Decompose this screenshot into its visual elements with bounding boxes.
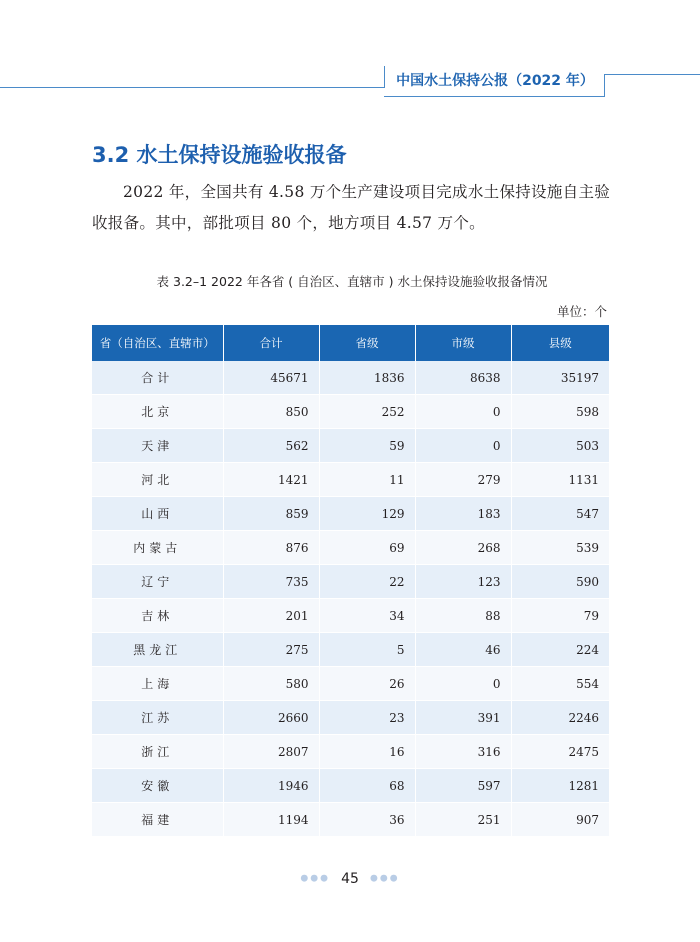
row-city: 88 [415, 599, 511, 633]
row-total: 876 [223, 531, 319, 565]
row-county: 1131 [511, 463, 609, 497]
header-total: 合计 [223, 325, 319, 361]
header-rule-vertical-right [604, 74, 605, 96]
row-county: 503 [511, 429, 609, 463]
row-provincial: 1836 [319, 361, 415, 395]
row-county: 539 [511, 531, 609, 565]
page-number: 45 [341, 870, 359, 887]
row-total: 275 [223, 633, 319, 667]
row-region: 江苏 [92, 701, 223, 735]
row-total: 735 [223, 565, 319, 599]
row-city: 0 [415, 429, 511, 463]
row-city: 0 [415, 667, 511, 701]
table-row [92, 463, 609, 497]
table-row [92, 531, 609, 565]
row-region: 吉林 [92, 599, 223, 633]
row-county: 590 [511, 565, 609, 599]
acceptance-filing-table [92, 325, 609, 837]
row-city: 279 [415, 463, 511, 497]
row-total: 1421 [223, 463, 319, 497]
footer-dots-left: ●●● [300, 873, 330, 884]
row-region: 安徽 [92, 769, 223, 803]
table-row [92, 565, 609, 599]
row-county: 598 [511, 395, 609, 429]
row-provincial: 11 [319, 463, 415, 497]
row-provincial: 34 [319, 599, 415, 633]
header-rule-right [604, 74, 700, 75]
header-rule-left [0, 87, 384, 88]
row-total: 580 [223, 667, 319, 701]
row-region: 河北 [92, 463, 223, 497]
row-city: 316 [415, 735, 511, 769]
row-total: 2660 [223, 701, 319, 735]
table-row [92, 599, 609, 633]
row-provincial: 16 [319, 735, 415, 769]
row-total: 2807 [223, 735, 319, 769]
row-city: 597 [415, 769, 511, 803]
row-city: 8638 [415, 361, 511, 395]
table-row [92, 735, 609, 769]
row-region: 天津 [92, 429, 223, 463]
row-region: 辽宁 [92, 565, 223, 599]
row-city: 46 [415, 633, 511, 667]
row-total: 201 [223, 599, 319, 633]
row-provincial: 5 [319, 633, 415, 667]
row-region: 合计 [92, 361, 223, 395]
row-provincial: 22 [319, 565, 415, 599]
footer-dots-right: ●●● [370, 873, 400, 884]
row-city: 251 [415, 803, 511, 837]
section-heading: 3.2 水土保持设施验收报备 [92, 143, 347, 167]
row-county: 547 [511, 497, 609, 531]
table-row [92, 769, 609, 803]
row-provincial: 129 [319, 497, 415, 531]
row-city: 391 [415, 701, 511, 735]
row-provincial: 26 [319, 667, 415, 701]
row-region: 山西 [92, 497, 223, 531]
row-county: 79 [511, 599, 609, 633]
row-city: 268 [415, 531, 511, 565]
row-county: 2246 [511, 701, 609, 735]
row-total: 1194 [223, 803, 319, 837]
header-rule-vertical-left [384, 66, 385, 88]
table-caption: 表 3.2–1 2022 年各省 ( 自治区、直辖市 ) 水土保持设施验收报备情况 [156, 274, 548, 289]
row-region: 上海 [92, 667, 223, 701]
row-county: 907 [511, 803, 609, 837]
row-region: 浙江 [92, 735, 223, 769]
row-provincial: 59 [319, 429, 415, 463]
table-unit: 单位：个 [556, 304, 607, 319]
header-provincial: 省级 [319, 325, 415, 361]
row-provincial: 23 [319, 701, 415, 735]
row-total: 1946 [223, 769, 319, 803]
header-rule-bottom [384, 96, 605, 97]
row-county: 224 [511, 633, 609, 667]
row-city: 123 [415, 565, 511, 599]
row-region: 内蒙古 [92, 531, 223, 565]
row-provincial: 68 [319, 769, 415, 803]
paragraph-line: 收报备。其中，部批项目 80 个，地方项目 4.57 万个。 [92, 214, 485, 232]
header-region: 省（自治区、直辖市） [92, 325, 223, 361]
row-total: 850 [223, 395, 319, 429]
row-region: 北京 [92, 395, 223, 429]
header-county: 县级 [511, 325, 609, 361]
table-row [92, 395, 609, 429]
row-city: 183 [415, 497, 511, 531]
row-county: 554 [511, 667, 609, 701]
row-total: 562 [223, 429, 319, 463]
table-row [92, 633, 609, 667]
row-region: 黑龙江 [92, 633, 223, 667]
header-city: 市级 [415, 325, 511, 361]
table-row [92, 667, 609, 701]
row-county: 2475 [511, 735, 609, 769]
page-footer [0, 868, 700, 887]
row-total: 45671 [223, 361, 319, 395]
paragraph-line: 2022 年，全国共有 4.58 万个生产建设项目完成水土保持设施自主验 [123, 183, 611, 201]
table-row [92, 429, 609, 463]
table-row [92, 701, 609, 735]
row-provincial: 36 [319, 803, 415, 837]
table-row [92, 361, 609, 395]
table-body [92, 361, 609, 837]
table-header-row [92, 325, 609, 361]
row-city: 0 [415, 395, 511, 429]
table-row [92, 803, 609, 837]
row-total: 859 [223, 497, 319, 531]
row-provincial: 69 [319, 531, 415, 565]
body-paragraph [92, 177, 612, 239]
row-provincial: 252 [319, 395, 415, 429]
table-row [92, 497, 609, 531]
running-header-title: 中国水土保持公报（2022 年） [396, 73, 594, 89]
row-county: 1281 [511, 769, 609, 803]
row-county: 35197 [511, 361, 609, 395]
row-region: 福建 [92, 803, 223, 837]
